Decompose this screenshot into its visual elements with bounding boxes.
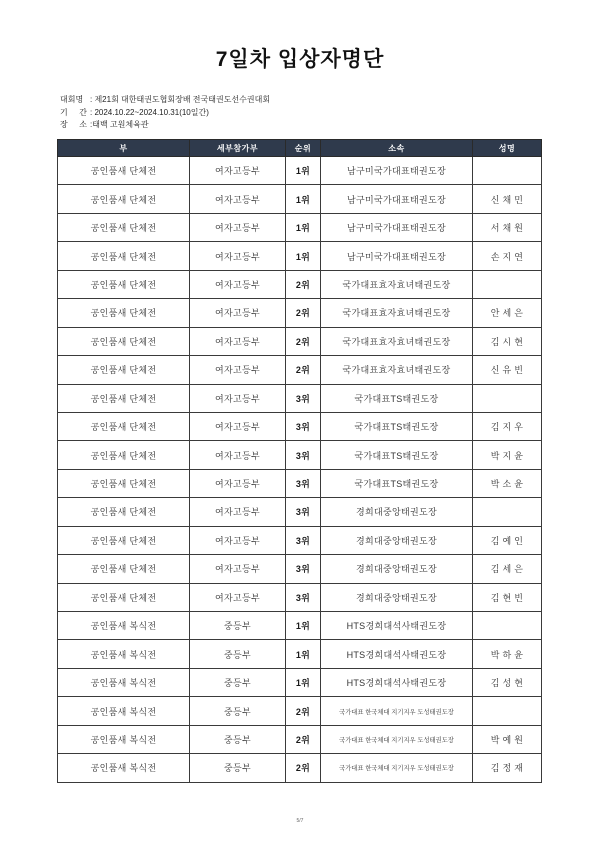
cell-affiliation: 경희대중앙태권도장: [321, 498, 473, 526]
cell-affiliation: 국가대표효자효녀태권도장: [321, 299, 473, 327]
cell-affiliation: 국가대표효자효녀태권도장: [321, 356, 473, 384]
cell-division: 공인품새 복식전: [58, 668, 190, 696]
table-row: [58, 526, 542, 554]
cell-affiliation: 국가대표TS태권도장: [321, 412, 473, 440]
cell-name: [473, 270, 542, 298]
cell-affiliation: 국가대표효자효녀태권도장: [321, 270, 473, 298]
cell-name: 박 하 윤: [473, 640, 542, 668]
cell-rank: 1위: [286, 668, 321, 696]
cell-rank: 1위: [286, 242, 321, 270]
cell-name: [473, 384, 542, 412]
event-info: [60, 94, 270, 132]
cell-category: 여자고등부: [190, 384, 286, 412]
table-header: [58, 140, 542, 157]
cell-category: 중등부: [190, 668, 286, 696]
cell-division: 공인품새 단체전: [58, 583, 190, 611]
table-header-row: [58, 140, 542, 157]
cell-name: 박 지 윤: [473, 441, 542, 469]
cell-category: 여자고등부: [190, 270, 286, 298]
event-name-value: : 제21회 대한태권도협회장배 전국태권도선수권대회: [90, 95, 271, 104]
table-row: [58, 640, 542, 668]
cell-division: 공인품새 복식전: [58, 754, 190, 782]
event-period-label: 기 간: [60, 107, 87, 117]
cell-division: 공인품새 단체전: [58, 299, 190, 327]
event-period-value: : 2024.10.22~2024.10.31(10일간): [90, 107, 209, 117]
cell-name: 안 세 은: [473, 299, 542, 327]
cell-name: 손 지 연: [473, 242, 542, 270]
cell-division: 공인품새 단체전: [58, 384, 190, 412]
cell-division: 공인품새 단체전: [58, 412, 190, 440]
winners-table: [57, 139, 542, 783]
cell-category: 여자고등부: [190, 327, 286, 355]
cell-name: 박 예 원: [473, 725, 542, 753]
cell-division: 공인품새 단체전: [58, 498, 190, 526]
cell-category: 여자고등부: [190, 441, 286, 469]
cell-rank: 1위: [286, 157, 321, 185]
cell-rank: 3위: [286, 526, 321, 554]
cell-affiliation: 국가대표 한국체대 지기지우 도성태권도장: [321, 725, 473, 753]
column-header-category: 세부참가부: [190, 140, 286, 157]
cell-division: 공인품새 단체전: [58, 469, 190, 497]
cell-category: 여자고등부: [190, 555, 286, 583]
table-row: [58, 327, 542, 355]
cell-category: 중등부: [190, 725, 286, 753]
table-row: [58, 583, 542, 611]
cell-affiliation: 국가대표TS태권도장: [321, 469, 473, 497]
cell-rank: 3위: [286, 555, 321, 583]
cell-affiliation: 경희대중앙태권도장: [321, 583, 473, 611]
cell-category: 여자고등부: [190, 412, 286, 440]
cell-name: 김 정 재: [473, 754, 542, 782]
cell-rank: 2위: [286, 327, 321, 355]
column-header-rank: 순위: [286, 140, 321, 157]
cell-category: 중등부: [190, 754, 286, 782]
cell-affiliation: HTS경희대석사태권도장: [321, 612, 473, 640]
cell-name: 신 유 빈: [473, 356, 542, 384]
cell-category: 중등부: [190, 640, 286, 668]
cell-affiliation: 남구미국가대표태권도장: [321, 242, 473, 270]
table-row: [58, 270, 542, 298]
cell-affiliation: 경희대중앙태권도장: [321, 555, 473, 583]
cell-rank: 2위: [286, 299, 321, 327]
cell-rank: 2위: [286, 725, 321, 753]
cell-division: 공인품새 단체전: [58, 526, 190, 554]
cell-category: 중등부: [190, 612, 286, 640]
cell-affiliation: 국가대표 한국체대 지기지우 도성태권도장: [321, 697, 473, 725]
cell-category: 여자고등부: [190, 157, 286, 185]
cell-rank: 3위: [286, 469, 321, 497]
cell-name: [473, 612, 542, 640]
cell-division: 공인품새 복식전: [58, 725, 190, 753]
cell-rank: 2위: [286, 697, 321, 725]
cell-division: 공인품새 복식전: [58, 612, 190, 640]
cell-name: 신 채 민: [473, 185, 542, 213]
cell-division: 공인품새 단체전: [58, 441, 190, 469]
event-name-label: 대회명: [60, 95, 84, 104]
cell-rank: 1위: [286, 612, 321, 640]
event-venue-label: 장 소: [60, 120, 87, 129]
cell-name: 김 성 현: [473, 668, 542, 696]
cell-rank: 2위: [286, 270, 321, 298]
column-header-division: 부: [58, 140, 190, 157]
cell-name: [473, 498, 542, 526]
cell-rank: 3위: [286, 412, 321, 440]
cell-affiliation: 국가대표TS태권도장: [321, 441, 473, 469]
cell-division: 공인품새 단체전: [58, 555, 190, 583]
cell-affiliation: 남구미국가대표태권도장: [321, 213, 473, 241]
cell-name: 김 세 은: [473, 555, 542, 583]
table-row: [58, 668, 542, 696]
cell-affiliation: HTS경희대석사태권도장: [321, 640, 473, 668]
cell-rank: 3위: [286, 441, 321, 469]
cell-affiliation: 국가대표 한국체대 지기지우 도성태권도장: [321, 754, 473, 782]
cell-division: 공인품새 단체전: [58, 356, 190, 384]
table-row: [58, 356, 542, 384]
cell-rank: 2위: [286, 754, 321, 782]
cell-division: 공인품새 단체전: [58, 213, 190, 241]
cell-category: 여자고등부: [190, 185, 286, 213]
cell-category: 여자고등부: [190, 583, 286, 611]
cell-rank: 3위: [286, 498, 321, 526]
cell-affiliation: HTS경희대석사태권도장: [321, 668, 473, 696]
table-row: [58, 299, 542, 327]
table-row: [58, 242, 542, 270]
cell-name: 서 채 원: [473, 213, 542, 241]
cell-name: 김 현 빈: [473, 583, 542, 611]
cell-category: 여자고등부: [190, 213, 286, 241]
cell-division: 공인품새 단체전: [58, 270, 190, 298]
cell-rank: 3위: [286, 583, 321, 611]
cell-rank: 1위: [286, 640, 321, 668]
table-body: [58, 157, 542, 783]
table-row: [58, 157, 542, 185]
cell-name: [473, 157, 542, 185]
cell-affiliation: 국가대표효자효녀태권도장: [321, 327, 473, 355]
cell-category: 여자고등부: [190, 299, 286, 327]
table-row: [58, 469, 542, 497]
column-header-affiliation: 소속: [321, 140, 473, 157]
cell-name: 김 예 인: [473, 526, 542, 554]
cell-affiliation: 남구미국가대표태권도장: [321, 185, 473, 213]
cell-category: 여자고등부: [190, 498, 286, 526]
cell-rank: 1위: [286, 185, 321, 213]
table-row: [58, 555, 542, 583]
cell-category: 여자고등부: [190, 526, 286, 554]
table-row: [58, 612, 542, 640]
table-row: [58, 754, 542, 782]
cell-name: [473, 697, 542, 725]
cell-category: 중등부: [190, 697, 286, 725]
table-row: [58, 412, 542, 440]
cell-rank: 2위: [286, 356, 321, 384]
cell-division: 공인품새 복식전: [58, 640, 190, 668]
cell-name: 박 소 윤: [473, 469, 542, 497]
table-row: [58, 498, 542, 526]
cell-name: 김 시 현: [473, 327, 542, 355]
cell-division: 공인품새 단체전: [58, 185, 190, 213]
event-name-line: [60, 94, 270, 107]
column-header-name: 성명: [473, 140, 542, 157]
cell-rank: 1위: [286, 213, 321, 241]
page-number: 5/7: [296, 818, 304, 824]
cell-affiliation: 국가대표TS태권도장: [321, 384, 473, 412]
table-row: [58, 213, 542, 241]
cell-affiliation: 남구미국가대표태권도장: [321, 157, 473, 185]
table-row: [58, 725, 542, 753]
cell-rank: 3위: [286, 384, 321, 412]
cell-division: 공인품새 단체전: [58, 242, 190, 270]
table-row: [58, 697, 542, 725]
cell-category: 여자고등부: [190, 469, 286, 497]
cell-category: 여자고등부: [190, 356, 286, 384]
cell-division: 공인품새 복식전: [58, 697, 190, 725]
page-title: 7일차 입상자명단: [215, 48, 385, 71]
cell-name: 김 지 우: [473, 412, 542, 440]
cell-category: 여자고등부: [190, 242, 286, 270]
cell-division: 공인품새 단체전: [58, 327, 190, 355]
table-row: [58, 441, 542, 469]
table-row: [58, 384, 542, 412]
event-venue-line: [60, 119, 270, 132]
cell-affiliation: 경희대중앙태권도장: [321, 526, 473, 554]
event-period-line: [60, 107, 270, 120]
cell-division: 공인품새 단체전: [58, 157, 190, 185]
table-row: [58, 185, 542, 213]
event-venue-value: :태백 고원체육관: [90, 120, 149, 129]
